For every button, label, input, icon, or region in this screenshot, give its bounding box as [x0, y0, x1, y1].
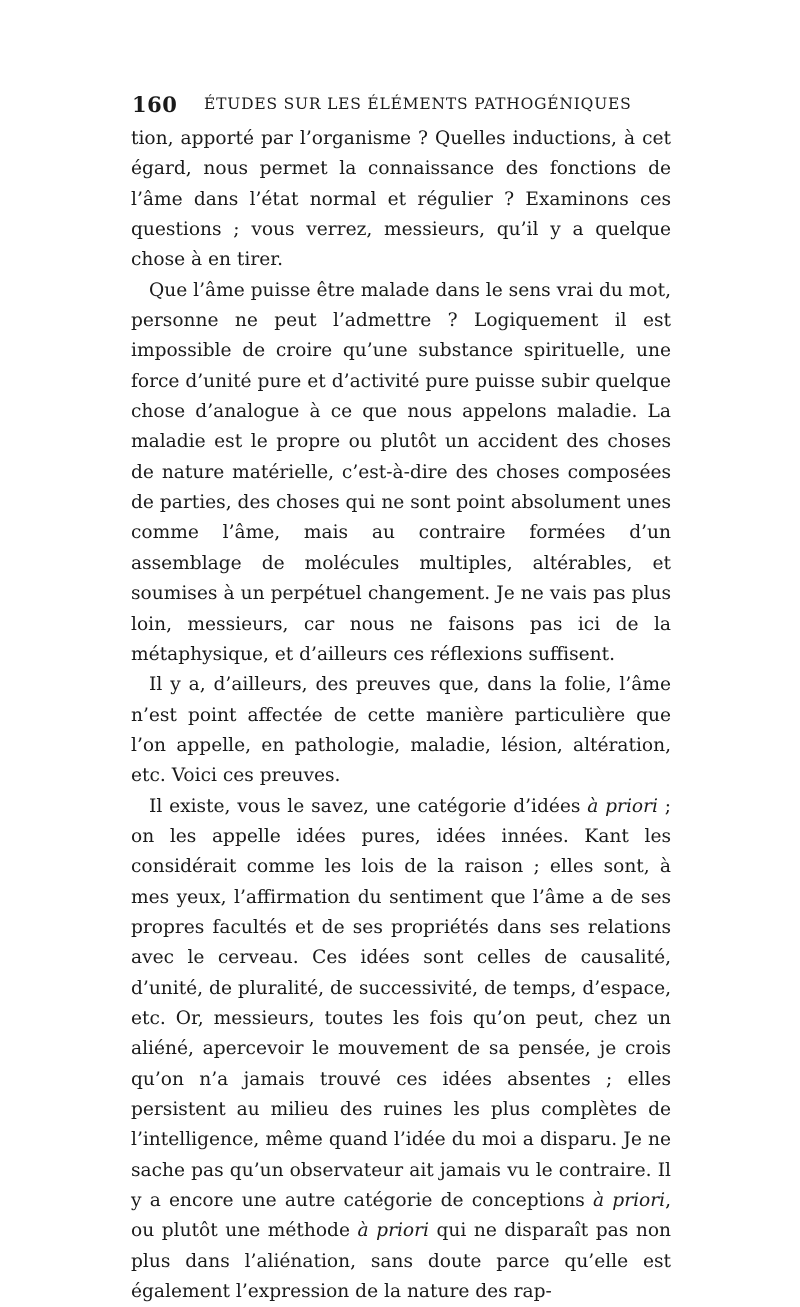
italic-term: à priori — [357, 1220, 429, 1242]
paragraph-text: ; on les appelle idées pures, idées innées. Kant les considérait comme les lois de la raison ; elles sont, à mes yeux, l’affirmation du sentiment que l’âme a de ses propres facultés et de ses propriétés dans ses relations avec le cerveau. Ces idées sont celles de causalité, d’unité, de pluralité, de successivité, de temps, d’espace, etc. Or, messieurs, toutes les fois qu’on peut, chez un aliéné, apercevoir le mouvement de sa pensée, je crois qu’on n’a jamais trouvé ces idées absentes ; elles persistent au milieu des ruines les plus complètes de l’intelligence, même quand l’idée du moi a disparu. Je ne sache pas qu’un observateur ait jamais vu le contraire. Il y a encore une autre catégorie de conceptions — [131, 795, 671, 1212]
italic-term: à priori — [587, 795, 658, 817]
paragraph-p3 — [131, 670, 671, 791]
page-number: 160 — [132, 92, 178, 117]
paragraph-text: , ou plutôt une méthode — [131, 1190, 671, 1242]
paragraph-text: Il existe, vous le savez, une catégorie d’idées — [149, 795, 588, 817]
italic-term: à priori — [593, 1190, 666, 1212]
paragraph-p2 — [131, 276, 671, 670]
paragraph-text: Il y a, d’ailleurs, des preuves que, dans la folie, l’âme n’est point affectée de cette manière particulière que l’on appelle, en pathologie, maladie, lésion, altération, etc. Voici ces preuves. — [131, 674, 671, 787]
running-title: ÉTUDES SUR LES ÉLÉMENTS PATHOGÉNIQUES — [204, 95, 632, 113]
paragraph-text: tion, apporté par l’organisme ? Quelles inductions, à cet égard, nous permet la connaissance des fonctions de l’âme dans l’état normal et régulier ? Examinons ces questions ; vous verrez, messieurs, qu’il y a quelque chose à en tirer. — [131, 128, 671, 271]
body-text — [131, 124, 671, 1307]
paragraph-text: qui ne disparaît pas non plus dans l’aliénation, sans doute parce qu’elle est également l’expression de la nature des rap- — [131, 1220, 671, 1303]
paragraph-text: Que l’âme puisse être malade dans le sens vrai du mot, personne ne peut l’admettre ? Logiquement il est impossible de croire qu’une substance spirituelle, une force d’unité pure et d’activité pure puisse subir quelque chose d’analogue à ce que nous appelons maladie. La maladie est le propre ou plutôt un accident des choses de nature matérielle, c’est-à-dire des choses composées de parties, des choses qui ne sont point absolument unes comme l’âme, mais au contraire formées d’un assemblage de molécules multiples, altérables, et soumises à un perpétuel changement. Je ne vais pas plus loin, messieurs, car nous ne faisons pas ici de la métaphysique, et d’ailleurs ces réflexions suffisent. — [131, 279, 671, 665]
paragraph-p4 — [131, 792, 671, 1307]
paragraph-p1 — [131, 124, 671, 276]
running-head — [132, 92, 672, 122]
